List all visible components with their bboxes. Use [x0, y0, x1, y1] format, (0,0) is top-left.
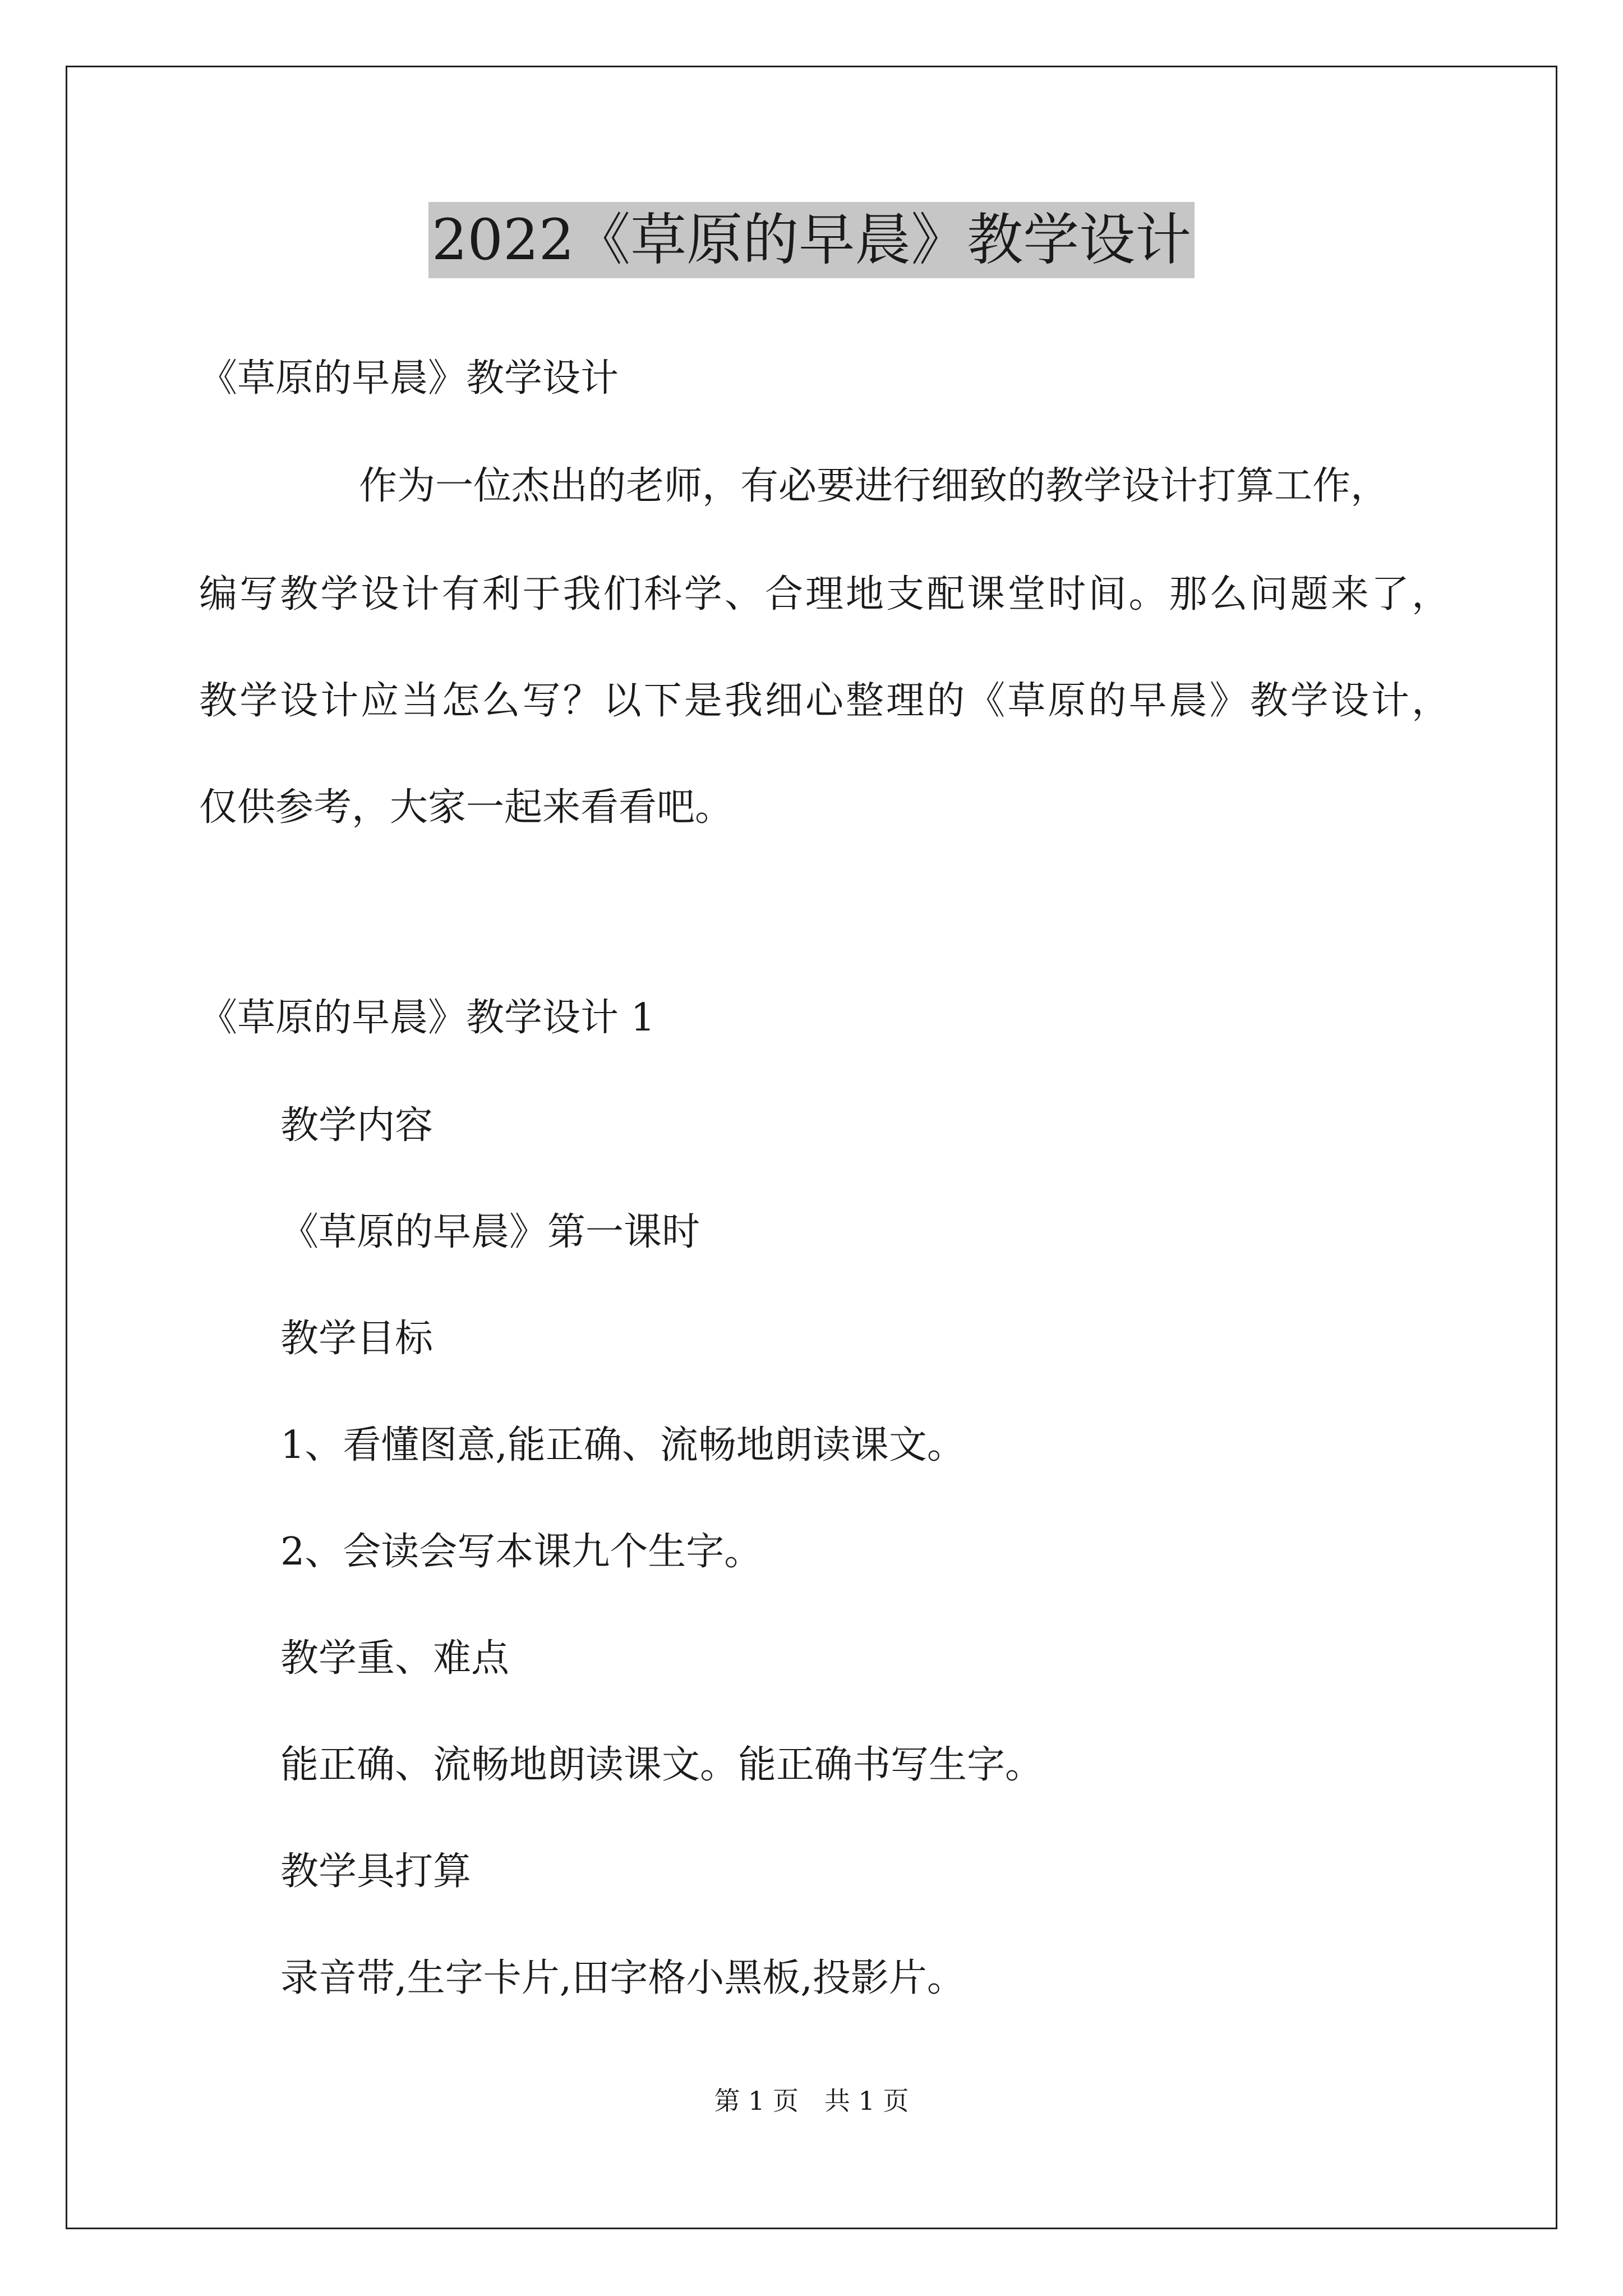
- item-teaching-aids-text: 录音带,生字卡片,田字格小黑板,投影片。: [280, 1956, 965, 2000]
- document-title-text: 2022《草原的早晨》教学设计: [428, 202, 1195, 278]
- item-key-difficulties-text: 能正确、流畅地朗读课文。能正确书写生字。: [280, 1743, 1044, 1787]
- item-teaching-goals: 教学目标: [280, 1317, 434, 1361]
- document-subtitle: 《草原的早晨》教学设计: [199, 356, 619, 401]
- section-heading: 《草原的早晨》教学设计 1: [199, 996, 655, 1040]
- item-lesson: 《草原的早晨》第一课时: [280, 1210, 700, 1254]
- document-title: [0, 202, 1623, 278]
- item-key-difficulties: 教学重、难点: [280, 1636, 510, 1681]
- intro-line-1: 作为一位杰出的老师，有必要进行细致的教学设计打算工作，: [359, 464, 1389, 508]
- intro-line-4: 仅供参考，大家一起来看看吧。: [199, 785, 734, 830]
- intro-line-3: 教学设计应当怎么写？以下是我细心整理的《草原的早晨》教学设计，: [199, 679, 1450, 723]
- item-goal-1: 1、看懂图意,能正确、流畅地朗读课文。: [280, 1423, 965, 1467]
- page-footer: 第 1 页 共 1 页: [714, 2086, 909, 2116]
- item-teaching-aids: 教学具打算: [280, 1849, 472, 1894]
- item-goal-2: 2、会读会写本课九个生字。: [280, 1530, 763, 1574]
- item-teaching-content: 教学内容: [280, 1103, 434, 1148]
- intro-line-2: 编写教学设计有利于我们科学、合理地支配课堂时间。那么问题来了，: [199, 572, 1450, 616]
